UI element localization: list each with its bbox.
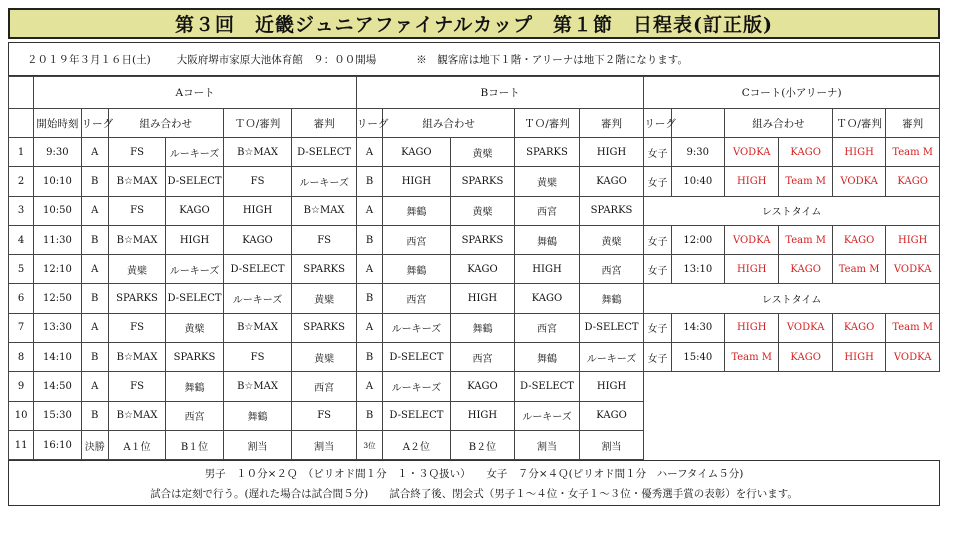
court-c-rest-time: レストタイム	[644, 284, 940, 313]
court-a-team-2: D-SELECT	[166, 167, 223, 196]
court-c-division: 女子	[644, 167, 671, 196]
court-c-division: 女子	[644, 225, 671, 254]
court-c-team-2: VODKA	[779, 313, 832, 342]
court-b-team-1: 西宮	[383, 284, 451, 313]
court-c-ref: VODKA	[886, 255, 940, 284]
court-c-team-1: VODKA	[725, 138, 779, 167]
court-a-to-ref: 割当	[223, 430, 292, 459]
court-c-team-1: HIGH	[725, 255, 779, 284]
court-b-league: A	[356, 196, 382, 225]
matchup-header: 組み合わせ	[725, 109, 833, 138]
court-a-to-ref: B☆MAX	[223, 372, 292, 401]
court-a-team-1: A１位	[108, 430, 165, 459]
court-a-ref: 西宮	[292, 372, 357, 401]
court-a-team-2: ルーキーズ	[166, 255, 223, 284]
court-b-team-2: SPARKS	[450, 167, 515, 196]
event-info	[8, 42, 940, 76]
court-a-ref: 黄檗	[292, 284, 357, 313]
court-b-team-1: HIGH	[383, 167, 451, 196]
court-a-team-1: FS	[108, 196, 165, 225]
court-a-league: B	[81, 284, 108, 313]
court-a-team-1: B☆MAX	[108, 401, 165, 430]
court-b-ref: 西宮	[579, 255, 644, 284]
corner-cell	[9, 77, 34, 109]
court-a-team-2: 舞鶴	[166, 372, 223, 401]
court-b-ref: KAGO	[579, 401, 644, 430]
seating-note: ※ 観客席は地下１階・アリーナは地下２階になります。	[416, 53, 688, 66]
column-header-row	[9, 109, 940, 138]
court-a-to-ref: B☆MAX	[223, 313, 292, 342]
schedule-row	[9, 372, 940, 401]
start-time: 16:10	[34, 430, 81, 459]
schedule-row	[9, 313, 940, 342]
court-b-team-1: KAGO	[383, 138, 451, 167]
court-c-team-1: HIGH	[725, 313, 779, 342]
court-a-team-1: 黄檗	[108, 255, 165, 284]
game-format-text: 男子 １０分×２Ｑ （ピリオド間１分 １・３Ｑ扱い） 女子 ７分×４Ｑ(ピリオド間１分 ハーフタイム５分)	[204, 467, 744, 480]
court-c-time: 9:30	[671, 138, 724, 167]
schedule-row	[9, 167, 940, 196]
court-b-to-ref: ルーキーズ	[515, 401, 580, 430]
court-c-team-2: KAGO	[779, 343, 832, 372]
court-a-ref: D-SELECT	[292, 138, 357, 167]
court-a-ref: FS	[292, 225, 357, 254]
court-c-time: 12:00	[671, 225, 724, 254]
page-title: 第３回 近畿ジュニアファイナルカップ 第１節 日程表(訂正版)	[8, 8, 940, 39]
court-a-team-2: SPARKS	[166, 343, 223, 372]
court-a-league: B	[81, 401, 108, 430]
court-c-to-ref: KAGO	[832, 313, 885, 342]
court-c-team-1: HIGH	[725, 167, 779, 196]
court-a-league: B	[81, 225, 108, 254]
court-c-ref: Team M	[886, 313, 940, 342]
court-c-ref: HIGH	[886, 225, 940, 254]
court-b-team-1: D-SELECT	[383, 343, 451, 372]
court-b-team-2: 西宮	[450, 343, 515, 372]
court-a-team-2: D-SELECT	[166, 284, 223, 313]
court-a-ref: 黄檗	[292, 343, 357, 372]
court-c-division: 女子	[644, 313, 671, 342]
court-b-team-1: A２位	[383, 430, 451, 459]
court-b-league: 3位	[356, 430, 382, 459]
start-time-header: 開始時刻	[34, 109, 81, 138]
court-b-team-2: B２位	[450, 430, 515, 459]
court-c-time: 13:10	[671, 255, 724, 284]
start-time: 10:10	[34, 167, 81, 196]
court-b-to-ref: 舞鶴	[515, 225, 580, 254]
schedule-row	[9, 196, 940, 225]
court-b-team-2: KAGO	[450, 372, 515, 401]
court-header-row	[9, 77, 940, 109]
rules-footer	[8, 460, 940, 506]
court-c-team-1: Team M	[725, 343, 779, 372]
court-b-league: A	[356, 138, 382, 167]
court-a-team-1: FS	[108, 138, 165, 167]
match-number: 6	[9, 284, 34, 313]
court-c-ref: Team M	[886, 138, 940, 167]
court-b-team-1: 西宮	[383, 225, 451, 254]
start-time: 11:30	[34, 225, 81, 254]
court-b-league: B	[356, 167, 382, 196]
court-b-team-2: KAGO	[450, 255, 515, 284]
court-a-ref: SPARKS	[292, 255, 357, 284]
court-a-to-ref: HIGH	[223, 196, 292, 225]
court-c-ref: KAGO	[886, 167, 940, 196]
court-a-to-ref: FS	[223, 167, 292, 196]
start-time: 12:10	[34, 255, 81, 284]
court-a-team-1: B☆MAX	[108, 167, 165, 196]
court-b-league: B	[356, 225, 382, 254]
court-b-ref: 黄檗	[579, 225, 644, 254]
court-c-to-ref: VODKA	[832, 167, 885, 196]
court-a-team-1: B☆MAX	[108, 343, 165, 372]
court-c-to-ref: HIGH	[832, 138, 885, 167]
court-a-team-2: 西宮	[166, 401, 223, 430]
to-ref-header: ＴＯ/審判	[832, 109, 885, 138]
court-c-ref: VODKA	[886, 343, 940, 372]
start-time: 14:50	[34, 372, 81, 401]
schedule-row	[9, 343, 940, 372]
court-c-team-1: VODKA	[725, 225, 779, 254]
court-a-league: A	[81, 196, 108, 225]
match-number: 4	[9, 225, 34, 254]
court-a-ref: 割当	[292, 430, 357, 459]
court-a-team-1: FS	[108, 372, 165, 401]
court-a-team-2: B１位	[166, 430, 223, 459]
court-a-league: A	[81, 138, 108, 167]
league-header: リーグ	[644, 109, 671, 138]
court-c-division: 女子	[644, 138, 671, 167]
schedule-row	[9, 284, 940, 313]
court-b-to-ref: HIGH	[515, 255, 580, 284]
court-b-ref: SPARKS	[579, 196, 644, 225]
court-c-empty	[644, 372, 940, 460]
court-b-ref: HIGH	[579, 138, 644, 167]
ref-header: 審判	[579, 109, 644, 138]
match-number: 2	[9, 167, 34, 196]
court-a-ref: B☆MAX	[292, 196, 357, 225]
court-b-to-ref: 舞鶴	[515, 343, 580, 372]
start-time: 12:50	[34, 284, 81, 313]
court-a-ref: ルーキーズ	[292, 167, 357, 196]
match-number: 7	[9, 313, 34, 342]
event-venue: 大阪府堺市家原大池体育館 ９：００開場	[176, 53, 377, 66]
court-a-team-1: FS	[108, 313, 165, 342]
court-a-team-2: HIGH	[166, 225, 223, 254]
start-time: 13:30	[34, 313, 81, 342]
court-b-team-1: ルーキーズ	[383, 313, 451, 342]
court-a-team-1: B☆MAX	[108, 225, 165, 254]
court-a-ref: SPARKS	[292, 313, 357, 342]
ref-header: 審判	[292, 109, 357, 138]
court-c-time: 15:40	[671, 343, 724, 372]
court-a-to-ref: B☆MAX	[223, 138, 292, 167]
court-a-league: A	[81, 255, 108, 284]
court-a-league: B	[81, 167, 108, 196]
no-header	[9, 109, 34, 138]
court-a-to-ref: FS	[223, 343, 292, 372]
ref-header: 審判	[886, 109, 940, 138]
court-a-header: Aコート	[34, 77, 357, 109]
court-b-team-2: HIGH	[450, 401, 515, 430]
court-b-league: A	[356, 255, 382, 284]
court-a-team-2: ルーキーズ	[166, 138, 223, 167]
match-number: 10	[9, 401, 34, 430]
court-b-ref: HIGH	[579, 372, 644, 401]
court-b-to-ref: SPARKS	[515, 138, 580, 167]
schedule-row	[9, 225, 940, 254]
court-b-league: B	[356, 401, 382, 430]
start-time: 9:30	[34, 138, 81, 167]
match-number: 3	[9, 196, 34, 225]
court-b-to-ref: 黄檗	[515, 167, 580, 196]
court-a-team-1: SPARKS	[108, 284, 165, 313]
court-a-ref: FS	[292, 401, 357, 430]
court-a-team-2: KAGO	[166, 196, 223, 225]
match-number: 9	[9, 372, 34, 401]
court-b-ref: D-SELECT	[579, 313, 644, 342]
court-b-team-2: HIGH	[450, 284, 515, 313]
court-b-to-ref: 西宮	[515, 313, 580, 342]
court-a-league: A	[81, 313, 108, 342]
start-time: 15:30	[34, 401, 81, 430]
court-b-ref: KAGO	[579, 167, 644, 196]
match-number: 8	[9, 343, 34, 372]
court-c-time: 14:30	[671, 313, 724, 342]
match-number: 1	[9, 138, 34, 167]
match-number: 11	[9, 430, 34, 459]
schedule-table	[8, 76, 940, 460]
court-b-ref: 割当	[579, 430, 644, 459]
court-b-league: A	[356, 372, 382, 401]
start-time: 10:50	[34, 196, 81, 225]
court-b-team-1: D-SELECT	[383, 401, 451, 430]
court-c-team-2: KAGO	[779, 138, 832, 167]
matchup-header: 組み合わせ	[383, 109, 515, 138]
court-a-league: A	[81, 372, 108, 401]
start-time: 14:10	[34, 343, 81, 372]
court-b-league: A	[356, 313, 382, 342]
league-header: リーグ	[81, 109, 108, 138]
court-c-time: 10:40	[671, 167, 724, 196]
court-c-to-ref: KAGO	[832, 225, 885, 254]
court-b-ref: 舞鶴	[579, 284, 644, 313]
time-header	[671, 109, 724, 138]
court-c-header: Cコート(小アリーナ)	[644, 77, 940, 109]
court-b-to-ref: D-SELECT	[515, 372, 580, 401]
court-a-to-ref: D-SELECT	[223, 255, 292, 284]
court-b-league: B	[356, 284, 382, 313]
schedule-row	[9, 255, 940, 284]
court-a-league: 決勝	[81, 430, 108, 459]
court-b-to-ref: KAGO	[515, 284, 580, 313]
court-c-division: 女子	[644, 343, 671, 372]
court-c-team-2: KAGO	[779, 255, 832, 284]
court-a-to-ref: 舞鶴	[223, 401, 292, 430]
court-c-team-2: Team M	[779, 225, 832, 254]
court-b-team-2: SPARKS	[450, 225, 515, 254]
court-b-team-2: 黄檗	[450, 138, 515, 167]
matchup-header: 組み合わせ	[108, 109, 223, 138]
court-b-to-ref: 西宮	[515, 196, 580, 225]
court-a-league: B	[81, 343, 108, 372]
league-header: リーグ	[356, 109, 382, 138]
court-b-header: Bコート	[356, 77, 643, 109]
court-a-to-ref: ルーキーズ	[223, 284, 292, 313]
schedule-row	[9, 138, 940, 167]
court-a-to-ref: KAGO	[223, 225, 292, 254]
court-a-team-2: 黄檗	[166, 313, 223, 342]
court-b-team-2: 舞鶴	[450, 313, 515, 342]
event-date: ２０１９年３月１６日(土)	[27, 53, 151, 66]
court-c-division: 女子	[644, 255, 671, 284]
court-b-ref: ルーキーズ	[579, 343, 644, 372]
match-number: 5	[9, 255, 34, 284]
to-ref-header: ＴＯ/審判	[515, 109, 580, 138]
court-c-team-2: Team M	[779, 167, 832, 196]
court-b-team-1: 舞鶴	[383, 196, 451, 225]
to-ref-header: ＴＯ/審判	[223, 109, 292, 138]
court-b-league: B	[356, 343, 382, 372]
court-b-to-ref: 割当	[515, 430, 580, 459]
court-c-to-ref: HIGH	[832, 343, 885, 372]
court-c-to-ref: Team M	[832, 255, 885, 284]
schedule-note-text: 試合は定刻で行う。(遅れた場合は試合間５分) 試合終了後、閉会式（男子１～４位・女子１～３位・優秀選手賞の表彰）を行います。	[150, 487, 798, 500]
court-b-team-1: ルーキーズ	[383, 372, 451, 401]
court-c-rest-time: レストタイム	[644, 196, 940, 225]
court-b-team-1: 舞鶴	[383, 255, 451, 284]
court-b-team-2: 黄檗	[450, 196, 515, 225]
